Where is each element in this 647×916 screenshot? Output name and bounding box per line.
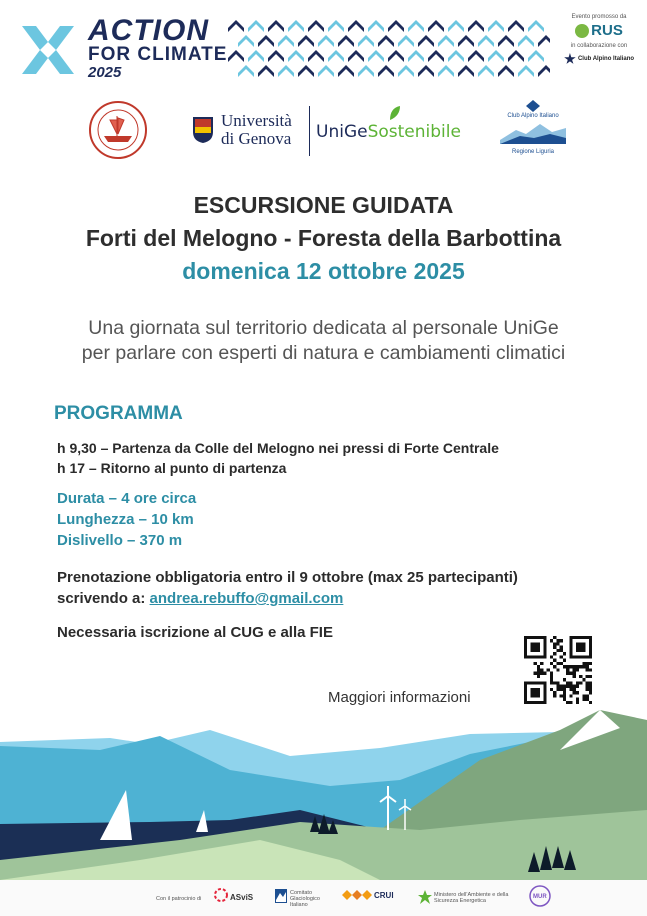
qr-code[interactable] [524, 636, 592, 704]
chevron-pattern-banner [228, 18, 550, 80]
route-title: Forti del Melogno - Foresta della Barbottina [85, 225, 562, 251]
cai-liguria-logo [498, 100, 568, 160]
sponsor-asvis: ASviS [230, 893, 254, 902]
sponsor-mur: MUR [533, 894, 547, 900]
subtitle-line1: Una giornata sul territorio dedicata al personale UniGe [88, 317, 559, 339]
asvis-icon [214, 888, 228, 902]
university-name-line2: di Genova [221, 129, 292, 148]
subtitle-line2: per parlare con esperti di natura e cambiamenti climatici [81, 342, 566, 364]
sponsor-ministry: Ministero dell'Ambiente e della Sicurezza Energetica [434, 892, 509, 904]
detail-length: Lunghezza – 10 km [57, 511, 194, 528]
event-type-title: ESCURSIONE GUIDATA [193, 192, 454, 218]
detail-duration: Durata – 4 ore circa [57, 490, 197, 507]
ministry-star-icon [418, 890, 432, 904]
promo-org: RUS [591, 22, 623, 39]
promoter-block [558, 14, 640, 84]
requirement-note: Necessaria iscrizione al CUG e alla FIE [57, 624, 333, 641]
programma-heading: PROGRAMMA [54, 403, 183, 424]
email-link[interactable]: andrea.rebuffo@gmail.com [149, 590, 344, 607]
unige-suffix: Sostenibile [367, 122, 461, 142]
cai-liguria-top: Club Alpino Italiano [507, 113, 559, 119]
more-info-label: Maggiori informazioni [328, 689, 471, 706]
rus-globe-icon [575, 24, 589, 38]
landscape-illustration [0, 710, 647, 880]
sponsor-crui: CRUI [374, 891, 394, 900]
cai-star-icon [564, 53, 576, 65]
brand-subtitle: FOR CLIMATE [88, 44, 228, 65]
cai-badge-icon [526, 100, 540, 112]
collab-label: in collaborazione con [570, 43, 628, 49]
unige-shield-icon [192, 116, 214, 144]
event-date: domenica 12 ottobre 2025 [182, 258, 465, 284]
patronage-label: Con il patrocinio di [156, 896, 202, 902]
unige-prefix: UniGe [316, 122, 368, 142]
schedule-item: h 9,30 – Partenza da Colle del Melogno nei pressi di Forte Centrale [57, 440, 499, 456]
promo-label: Evento promosso da [571, 14, 627, 20]
brand-title: ACTION [88, 14, 209, 47]
schedule-item: h 17 – Ritorno al punto di partenza [57, 460, 287, 476]
action-for-climate-x-icon [18, 22, 78, 78]
sponsor-cgi: Comitato Glaciologico Italiano [290, 890, 320, 908]
booking-contact-prefix: scrivendo a: [57, 590, 150, 607]
collab-org: Club Alpino Italiano [577, 56, 635, 62]
unige-logo-block [192, 110, 464, 158]
university-name-line1: Università [221, 111, 292, 130]
cai-liguria-region: Regione Liguria [511, 149, 555, 155]
crui-icon [342, 890, 372, 900]
logo-divider [309, 106, 310, 156]
brand-year: 2025 [88, 64, 122, 81]
booking-contact [57, 590, 343, 607]
mountain-icon [500, 122, 566, 144]
booking-line: Prenotazione obbligatoria entro il 9 ottobre (max 25 partecipanti) [57, 569, 518, 586]
detail-elevation: Dislivello – 370 m [57, 532, 183, 549]
footer-patronage [0, 880, 647, 916]
leaf-icon [388, 104, 402, 122]
glacier-icon [274, 888, 288, 904]
circolo-universitario-genovese-logo [88, 100, 148, 160]
